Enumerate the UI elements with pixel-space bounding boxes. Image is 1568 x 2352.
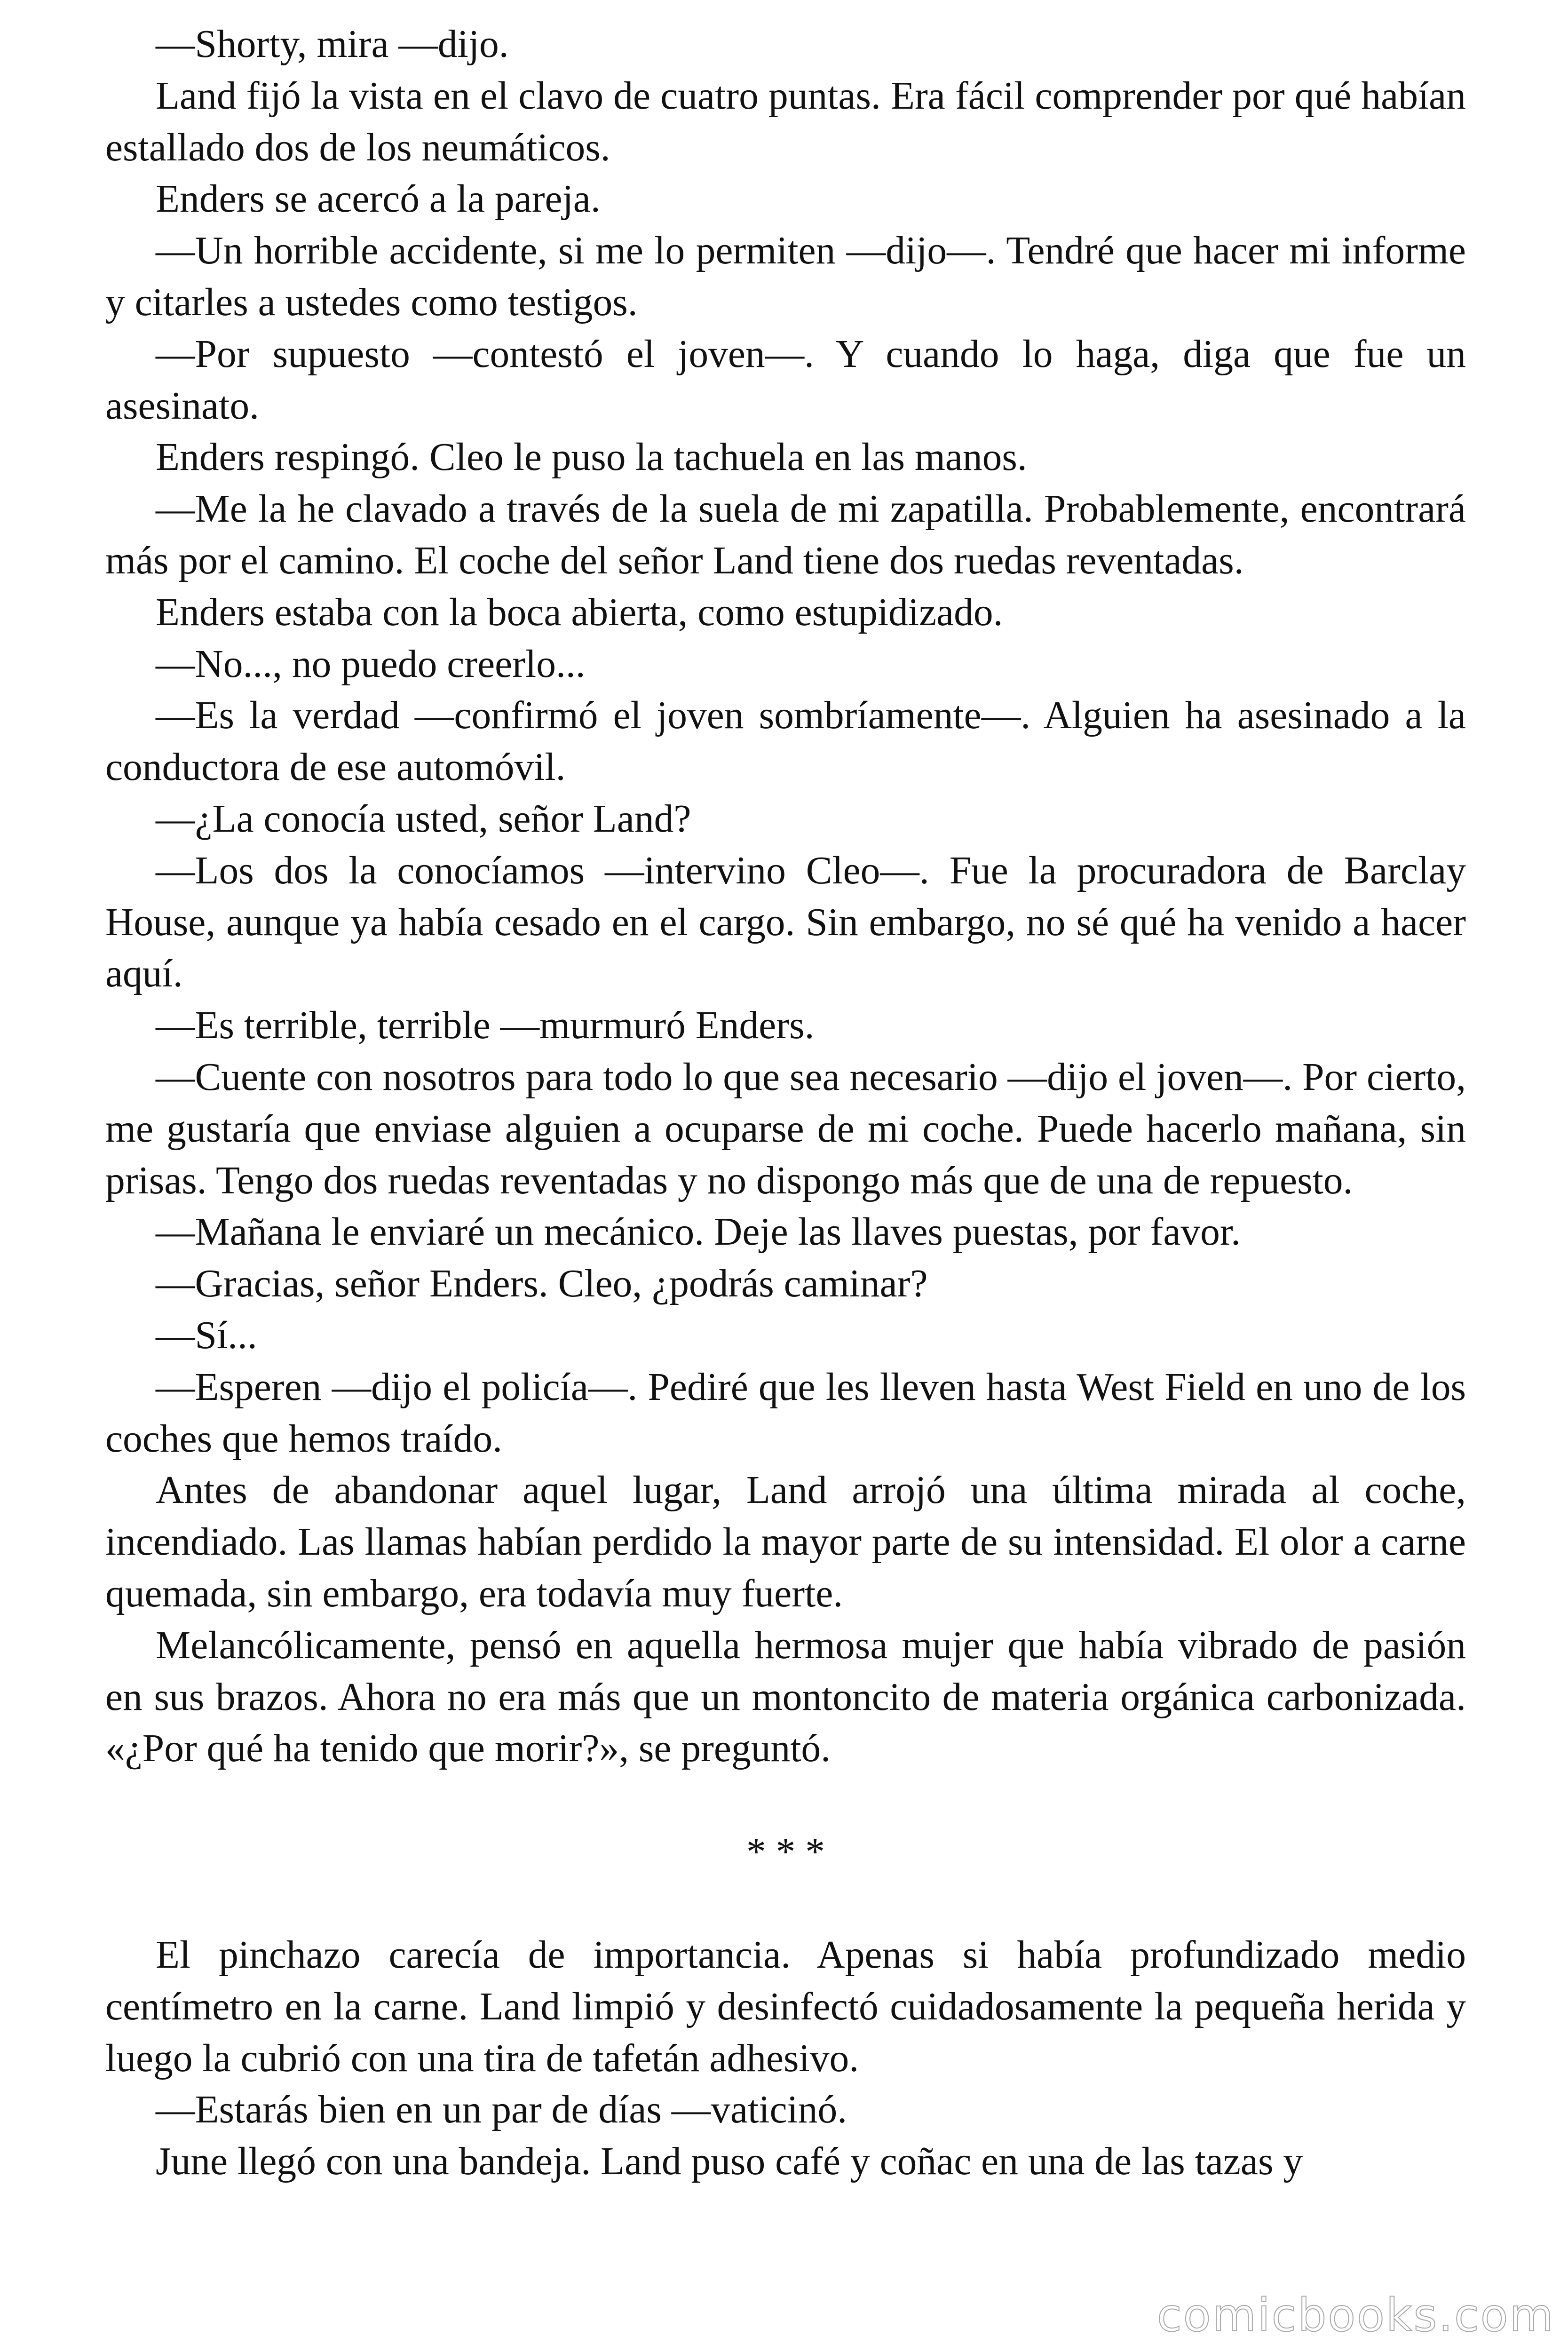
watermark: comicbooks.com xyxy=(1156,2289,1555,2342)
book-page xyxy=(105,19,1466,2188)
scene-break-separator: * * * xyxy=(746,1830,825,1874)
paragraph: —Cuente con nosotros para todo lo que sea necesario —dijo el joven—. Por cierto, me gustaría que enviase alguien a ocuparse de mi coche. Puede hacerlo mañana, sin prisas. Tengo dos ruedas reventadas y no dispongo más que de una de repuesto. xyxy=(105,1055,1466,1202)
paragraph: Enders respingó. Cleo le puso la tachuela en las manos. xyxy=(156,436,1027,479)
paragraph: —Mañana le enviaré un mecánico. Deje las llaves puestas, por favor. xyxy=(156,1210,1241,1254)
paragraph: Land fijó la vista en el clavo de cuatro puntas. Era fácil comprender por qué habían estallado dos de los neumáticos. xyxy=(105,74,1466,169)
paragraph: Melancólicamente, pensó en aquella hermosa mujer que había vibrado de pasión en sus brazos. Ahora no era más que un montoncito de materia orgánica carbonizada. «¿Por qué ha tenido que morir?», se preguntó. xyxy=(105,1623,1466,1771)
paragraph: —Los dos la conocíamos —intervino Cleo—. Fue la procuradora de Barclay House, aunque ya había cesado en el cargo. Sin embargo, no sé qué ha venido a hacer aquí. xyxy=(105,849,1466,996)
paragraph: —Un horrible accidente, si me lo permiten —dijo—. Tendré que hacer mi informe y citarles a ustedes como testigos. xyxy=(105,229,1466,324)
paragraph: —Por supuesto —contestó el joven—. Y cuando lo haga, diga que fue un asesinato. xyxy=(105,332,1466,428)
paragraph: —Estarás bien en un par de días —vaticinó. xyxy=(156,2088,847,2132)
paragraph: —¿La conocía usted, señor Land? xyxy=(156,797,691,841)
paragraph: June llegó con una bandeja. Land puso café y coñac en una de las tazas y xyxy=(156,2140,1303,2184)
paragraph: —Es terrible, terrible —murmuró Enders. xyxy=(156,1004,815,1048)
paragraph: —Gracias, señor Enders. Cleo, ¿podrás caminar? xyxy=(156,1262,928,1306)
paragraph: —No..., no puedo creerlo... xyxy=(156,642,586,686)
paragraph: —Sí... xyxy=(156,1313,257,1357)
text-block-after xyxy=(105,1930,1466,2188)
paragraph: Antes de abandonar aquel lugar, Land arrojó una última mirada al coche, incendiado. Las llamas habían perdido la mayor parte de su intensidad. El olor a carne quemada, sin embargo, era todavía muy fuerte. xyxy=(105,1469,1466,1615)
paragraph: —Es la verdad —confirmó el joven sombríamente—. Alguien ha asesinado a la conductora de ese automóvil. xyxy=(105,694,1466,789)
paragraph: Enders se acercó a la pareja. xyxy=(156,177,601,221)
paragraph: Enders estaba con la boca abierta, como estupidizado. xyxy=(156,590,1003,634)
paragraph: El pinchazo carecía de importancia. Apenas si había profundizado medio centímetro en la carne. Land limpió y desinfectó cuidadosamente la pequeña herida y luego la cubrió con una tira de tafetán adhesivo. xyxy=(105,1933,1466,2080)
text-block-before xyxy=(105,19,1466,1775)
paragraph: —Me la he clavado a través de la suela de mi zapatilla. Probablemente, encontrará más por el camino. El coche del señor Land tiene dos ruedas reventadas. xyxy=(105,487,1466,582)
paragraph: —Shorty, mira —dijo. xyxy=(156,23,509,66)
paragraph: —Esperen —dijo el policía—. Pediré que les lleven hasta West Field en uno de los coches que hemos traído. xyxy=(105,1365,1466,1461)
